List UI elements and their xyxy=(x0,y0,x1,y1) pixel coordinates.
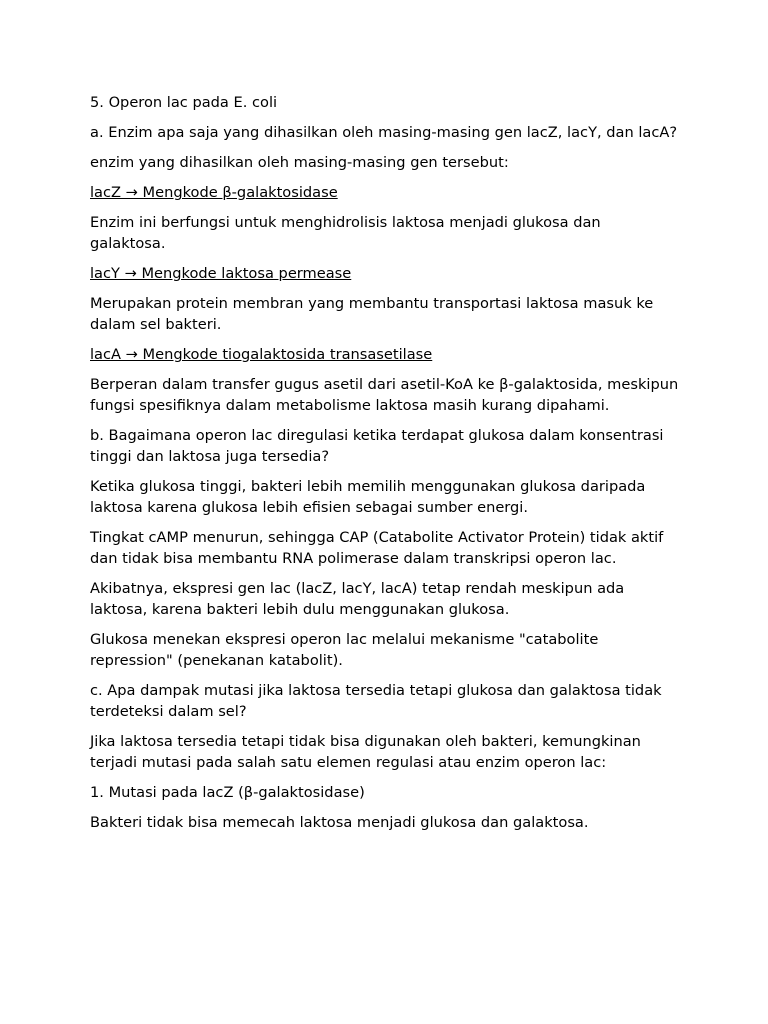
mutation-item-description: Bakteri tidak bisa memecah laktosa menjadi glukosa dan galaktosa. xyxy=(90,814,589,831)
answer-b-paragraph: Glukosa menekan ekspresi operon lac melalui mekanisme "catabolite repression" (penekanan katabolit). xyxy=(90,631,599,669)
answer-b-paragraph: Akibatnya, ekspresi gen lac (lacZ, lacY, lacA) tetap rendah meskipun ada laktosa, karena bakteri lebih dulu menggunakan glukosa. xyxy=(90,580,625,618)
lacy-heading: lacY → Mengkode laktosa permease xyxy=(90,265,352,282)
answer-c-paragraph: Jika laktosa tersedia tetapi tidak bisa digunakan oleh bakteri, kemungkinan terjadi mutasi pada salah satu elemen regulasi atau enzim operon lac: xyxy=(90,733,641,771)
mutation-item-heading: 1. Mutasi pada lacZ (β-galaktosidase) xyxy=(90,784,365,801)
section-heading: 5. Operon lac pada E. coli xyxy=(90,94,278,111)
question-b: b. Bagaimana operon lac diregulasi ketika terdapat glukosa dalam konsentrasi tinggi dan laktosa juga tersedia? xyxy=(90,427,664,465)
question-a: a. Enzim apa saja yang dihasilkan oleh masing-masing gen lacZ, lacY, dan lacA? xyxy=(90,124,678,141)
answer-b-paragraph: Ketika glukosa tinggi, bakteri lebih memilih menggunakan glukosa daripada laktosa karena glukosa lebih efisien sebagai sumber energi. xyxy=(90,478,646,516)
answer-b-paragraph: Tingkat cAMP menurun, sehingga CAP (Catabolite Activator Protein) tidak aktif dan tidak bisa membantu RNA polimerase dalam transkripsi operon lac. xyxy=(90,529,664,567)
lacy-description: Merupakan protein membran yang membantu transportasi laktosa masuk ke dalam sel bakteri. xyxy=(90,295,654,333)
lacz-description: Enzim ini berfungsi untuk menghidrolisis laktosa menjadi glukosa dan galaktosa. xyxy=(90,214,601,252)
laca-heading: lacA → Mengkode tiogalaktosida transasetilase xyxy=(90,346,433,363)
document-page xyxy=(90,92,680,842)
lacz-heading: lacZ → Mengkode β-galaktosidase xyxy=(90,184,338,201)
laca-description: Berperan dalam transfer gugus asetil dari asetil-KoA ke β-galaktosida, meskipun fungsi spesifiknya dalam metabolisme laktosa masih kurang dipahami. xyxy=(90,376,679,414)
question-c: c. Apa dampak mutasi jika laktosa tersedia tetapi glukosa dan galaktosa tidak terdeteksi dalam sel? xyxy=(90,682,662,720)
answer-intro: enzim yang dihasilkan oleh masing-masing gen tersebut: xyxy=(90,154,509,171)
